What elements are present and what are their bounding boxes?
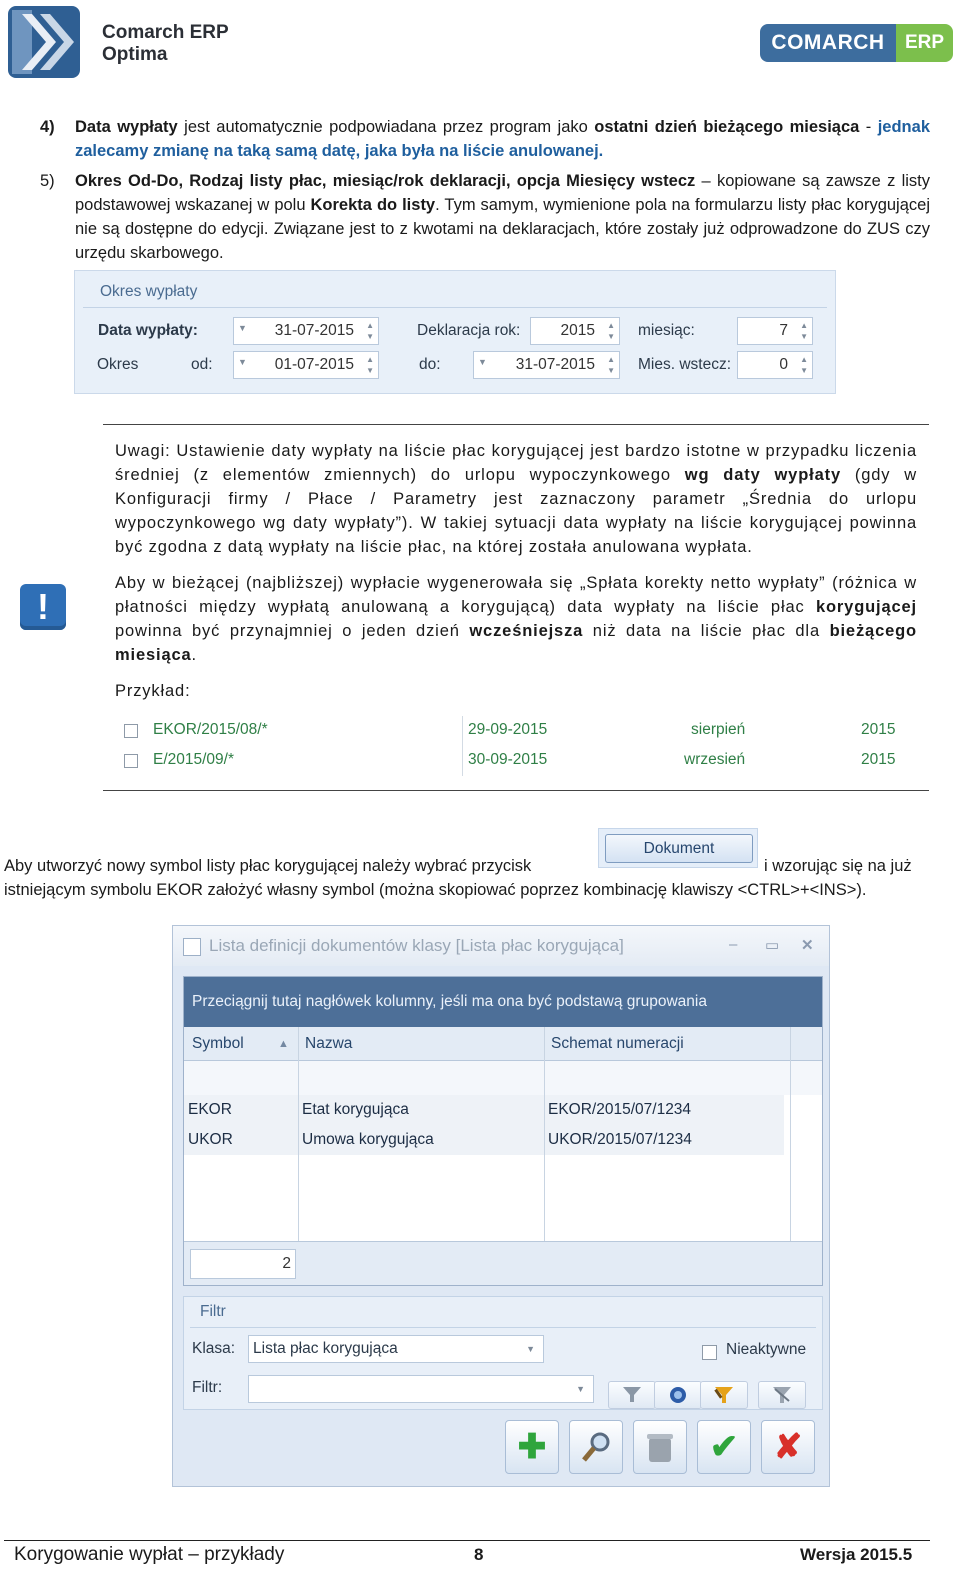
example-label: Przykład: bbox=[115, 682, 191, 700]
bold-text: bieżącego miesiąca bbox=[115, 622, 917, 664]
list-item-4 bbox=[40, 115, 930, 163]
example-symbol: E/2015/09/* bbox=[153, 751, 235, 768]
field-value: 2015 bbox=[560, 322, 595, 339]
deklaracja-rok-field[interactable] bbox=[530, 317, 620, 345]
example-year: 2015 bbox=[861, 721, 896, 738]
panel-legend: Okres wypłaty bbox=[100, 283, 198, 300]
comarch-erp-logo bbox=[760, 24, 953, 62]
column-header-nazwa[interactable]: Nazwa bbox=[305, 1035, 353, 1052]
confirm-icon[interactable]: ✔ bbox=[697, 1420, 751, 1474]
warning-icon: ! bbox=[20, 584, 66, 630]
field-value: 31-07-2015 bbox=[515, 356, 595, 373]
cell-symbol: UKOR bbox=[188, 1131, 233, 1148]
bold-text: ostatni dzień bieżącego miesiąca bbox=[594, 118, 860, 136]
minimize-icon[interactable]: – bbox=[729, 936, 738, 953]
spin-arrows-icon[interactable]: ▲ ▼ bbox=[607, 321, 615, 341]
add-icon[interactable]: ✚ bbox=[505, 1420, 559, 1474]
example-date: 29-09-2015 bbox=[468, 721, 548, 738]
notice-bottom-rule bbox=[103, 790, 929, 791]
dokument-button[interactable]: Dokument bbox=[605, 834, 753, 863]
brand-name bbox=[102, 22, 229, 66]
divider bbox=[190, 1327, 816, 1328]
example-date: 30-09-2015 bbox=[468, 751, 548, 768]
footer-rule bbox=[4, 1540, 930, 1541]
dropdown-arrow-icon[interactable]: ▼ bbox=[576, 1384, 585, 1394]
column-header-symbol[interactable]: Symbol bbox=[192, 1035, 244, 1052]
miesiac-field[interactable] bbox=[737, 317, 813, 345]
edit-icon[interactable] bbox=[569, 1420, 623, 1474]
okres-od-field[interactable] bbox=[233, 351, 379, 379]
klasa-value: Lista płac korygująca bbox=[253, 1340, 398, 1357]
text: (gdy w Konfiguracji firmy / Płace / Parametry jest zaznaczony parametr „Średnia do urlopu wypoczynkowego wg daty wypłaty”). W takiej sytuacji data wypłaty na liście korygującej powinna być zgodna z datą wypłaty na liście płac, na której została anulowana wypłata. bbox=[115, 466, 918, 556]
brand-line-1: Comarch ERP bbox=[102, 22, 229, 43]
cancel-icon[interactable]: ✘ bbox=[761, 1420, 815, 1474]
cell-nazwa: Etat korygująca bbox=[302, 1101, 409, 1118]
dropdown-arrow-icon[interactable]: ▼ bbox=[238, 323, 247, 333]
text: niż data na liście płac dla bbox=[583, 622, 830, 640]
comarch-logo-icon bbox=[8, 6, 80, 78]
example-symbol: EKOR/2015/08/* bbox=[153, 721, 268, 738]
spin-arrows-icon[interactable]: ▲ ▼ bbox=[800, 321, 808, 341]
highlight-text: jednak zalecamy zmianę na taką samą datę, jaka była na liście anulowanej. bbox=[75, 118, 930, 160]
example-row bbox=[117, 746, 903, 774]
bold-text: Korekta do listy bbox=[310, 196, 436, 214]
notice-paragraph-1 bbox=[115, 439, 917, 559]
dropdown-arrow-icon[interactable]: ▼ bbox=[478, 357, 487, 367]
text: Aby w bieżącej (najbliższej) wypłacie wygenerowała się „Spłata korekty netto wypłaty” (różnica w płatności między wypłatą anulowaną a korygującą) data wypłaty na liście płac bbox=[115, 574, 917, 616]
table-row[interactable] bbox=[184, 1125, 784, 1155]
data-wyplaty-field[interactable] bbox=[233, 317, 379, 345]
text: powinna być przynajmniej o jeden dzień bbox=[115, 622, 470, 640]
cell-nazwa: Umowa korygująca bbox=[302, 1131, 434, 1148]
field-value: 31-07-2015 bbox=[274, 322, 354, 339]
footer-version: Wersja 2015.5 bbox=[800, 1545, 913, 1564]
sort-asc-icon[interactable]: ▲ bbox=[278, 1038, 289, 1050]
deklaracja-rok-label: Deklaracja rok: bbox=[417, 322, 521, 339]
list-item-5 bbox=[40, 169, 930, 265]
column-header-schemat[interactable]: Schemat numeracji bbox=[551, 1035, 684, 1052]
mies-wstecz-label: Mies. wstecz: bbox=[638, 356, 732, 373]
record-count: 2 bbox=[190, 1249, 296, 1279]
bold-text: Data wypłaty bbox=[75, 118, 178, 136]
row-checkbox[interactable] bbox=[124, 724, 138, 738]
text: - bbox=[859, 118, 878, 136]
action-toolbar bbox=[183, 1416, 823, 1482]
bold-text: Okres Od-Do, Rodzaj listy płac, miesiąc/rok deklaracji, opcja Miesięcy wstecz bbox=[75, 172, 696, 190]
example-month: wrzesień bbox=[684, 751, 746, 768]
document-grid bbox=[183, 976, 823, 1286]
example-year: 2015 bbox=[861, 751, 896, 768]
field-value: 0 bbox=[779, 356, 788, 373]
text: . bbox=[191, 646, 197, 664]
instruction-text-1: Aby utworzyć nowy symbol listy płac korygującej należy wybrać przycisk bbox=[4, 857, 532, 875]
mies-wstecz-field[interactable] bbox=[737, 351, 813, 379]
maximize-icon[interactable]: ▭ bbox=[765, 937, 780, 954]
dropdown-arrow-icon[interactable]: ▼ bbox=[238, 357, 247, 367]
cell-symbol: EKOR bbox=[188, 1101, 232, 1118]
filter-remove-icon[interactable] bbox=[758, 1381, 806, 1409]
window-titlebar bbox=[173, 926, 829, 966]
group-by-bar[interactable]: Przeciągnij tutaj nagłówek kolumny, jeśli ma ona być podstawą grupowania bbox=[184, 977, 822, 1027]
filter-edit-icon[interactable] bbox=[700, 1381, 748, 1409]
okres-label: Okres bbox=[97, 356, 139, 373]
klasa-label: Klasa: bbox=[192, 1340, 236, 1357]
example-month: sierpień bbox=[691, 721, 746, 738]
do-label: do: bbox=[419, 356, 441, 373]
column-header-row bbox=[184, 1027, 822, 1061]
klasa-select[interactable] bbox=[248, 1335, 544, 1363]
notice-top-rule bbox=[103, 424, 929, 425]
field-value: 01-07-2015 bbox=[274, 356, 354, 373]
clear-filter-icon[interactable] bbox=[654, 1381, 702, 1409]
footer-title: Korygowanie wypłat – przykłady bbox=[14, 1544, 285, 1565]
nieaktywne-checkbox[interactable] bbox=[702, 1345, 717, 1360]
document-definitions-window bbox=[172, 925, 830, 1487]
spin-arrows-icon[interactable]: ▲ ▼ bbox=[366, 321, 374, 341]
example-row bbox=[117, 716, 903, 744]
okres-do-field[interactable] bbox=[473, 351, 620, 379]
spin-arrows-icon[interactable]: ▲ ▼ bbox=[607, 355, 615, 375]
text: jest automatycznie podpowiadana przez program jako bbox=[177, 118, 595, 136]
dropdown-arrow-icon[interactable]: ▼ bbox=[526, 1344, 535, 1354]
dokument-button-area bbox=[598, 828, 758, 868]
brand-line-2: Optima bbox=[102, 44, 168, 65]
delete-icon[interactable] bbox=[633, 1420, 687, 1474]
bold-text: wcześniejsza bbox=[469, 622, 584, 640]
spin-arrows-icon[interactable]: ▲ ▼ bbox=[800, 355, 808, 375]
text: . Tym samym, wymienione pola na formularzu listy płac korygującej nie są dostępne do edycji. Związane jest to z kwotami na deklaracjach, które zostały już odprowadzone do ZUS czy urzędu skarbowego. bbox=[75, 196, 930, 262]
nieaktywne-label: Nieaktywne bbox=[726, 1341, 807, 1358]
spin-arrows-icon[interactable]: ▲ ▼ bbox=[366, 355, 374, 375]
table-row[interactable] bbox=[184, 1095, 784, 1125]
instruction-text-3: istniejącym symbolu EKOR założyć własny symbol (można skopiować poprzez kombinację klawiszy <CTRL>+<INS>). bbox=[4, 881, 867, 899]
item-number: 4) bbox=[40, 118, 55, 136]
filtr-label: Filtr: bbox=[192, 1379, 223, 1396]
filter-row[interactable] bbox=[184, 1061, 822, 1095]
text: – kopiowane są zawsze z listy podstawowej wskazanej w polu bbox=[75, 172, 930, 214]
data-wyplaty-label: Data wypłaty: bbox=[98, 322, 198, 339]
grid-footer bbox=[184, 1241, 822, 1285]
filter-legend: Filtr bbox=[200, 1303, 226, 1320]
item-text bbox=[75, 169, 930, 265]
row-checkbox[interactable] bbox=[124, 754, 138, 768]
filter-icon[interactable] bbox=[608, 1381, 656, 1409]
filter-panel bbox=[183, 1296, 823, 1410]
page-number: 8 bbox=[474, 1545, 484, 1564]
miesiac-label: miesiąc: bbox=[638, 322, 695, 339]
okres-wyplaty-panel bbox=[74, 270, 836, 394]
window-title: Lista definicji dokumentów klasy [Lista płac korygująca] bbox=[209, 936, 624, 955]
logo-erp-text: ERP bbox=[896, 24, 953, 62]
instruction-text-2: i wzorując się na już bbox=[764, 857, 912, 875]
item-text bbox=[75, 115, 930, 163]
cell-schemat: UKOR/2015/07/1234 bbox=[548, 1131, 692, 1148]
close-icon[interactable]: ✕ bbox=[801, 937, 814, 954]
divider bbox=[83, 307, 827, 308]
field-value: 7 bbox=[779, 322, 788, 339]
notice-paragraph-2 bbox=[115, 571, 917, 667]
text: Uwagi: Ustawienie daty wypłaty na liście płac korygującej jest bardzo istotne w przypadku liczenia średniej (z elementów zmiennych) do urlopu wypoczynkowego bbox=[115, 442, 917, 484]
od-label: od: bbox=[191, 356, 213, 373]
logo-comarch-text: COMARCH bbox=[760, 24, 896, 62]
cell-schemat: EKOR/2015/07/1234 bbox=[548, 1101, 692, 1118]
bold-text: wg daty wypłaty bbox=[684, 466, 841, 484]
window-icon bbox=[183, 938, 201, 956]
bold-text: korygującej bbox=[815, 598, 917, 616]
filtr-input[interactable] bbox=[248, 1375, 594, 1403]
item-number: 5) bbox=[40, 172, 55, 190]
